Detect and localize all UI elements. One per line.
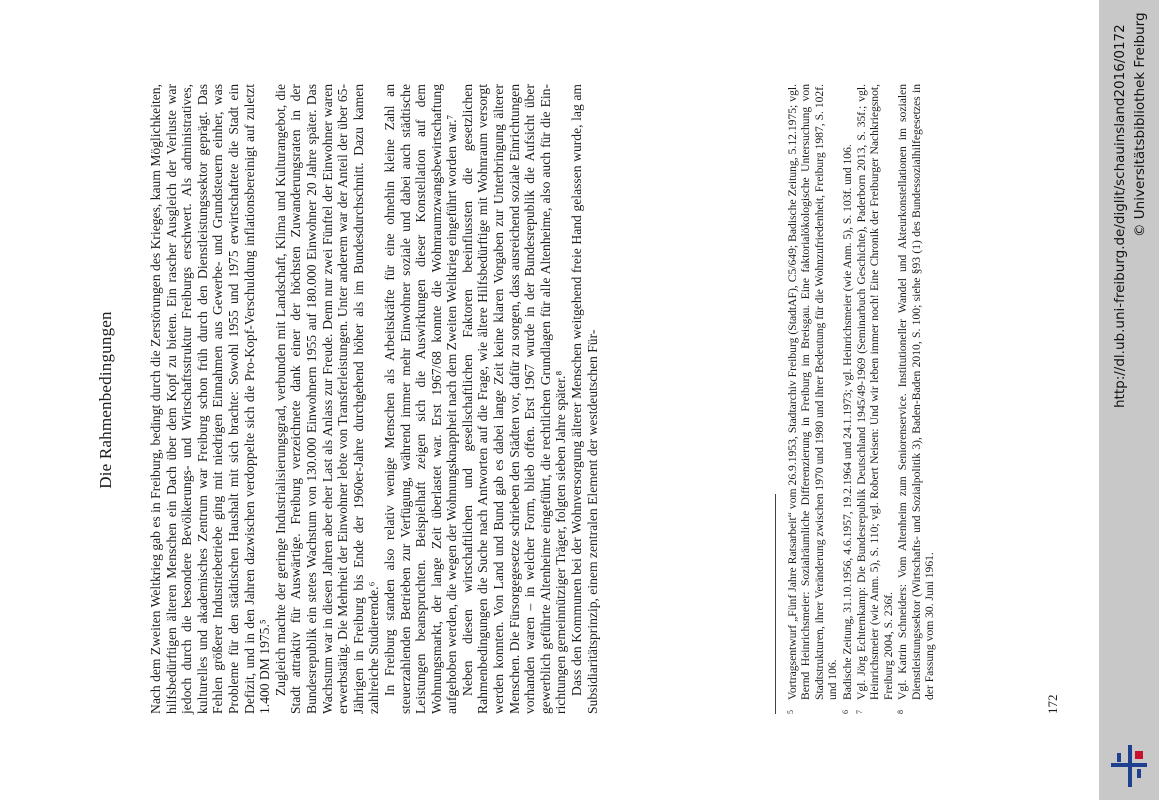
footnote-number: 6: [840, 710, 850, 714]
library-sidebar: [1099, 0, 1159, 800]
logo-left-stub: [1117, 753, 1121, 762]
copyright-notice: © Universitätsbibliothek Freiburg: [1132, 12, 1148, 237]
source-url-link[interactable]: http://dl.ub.uni-freiburg.de/diglit/schauinsland2016/0172: [1112, 24, 1128, 408]
logo-horizontal-bar: [1111, 763, 1147, 767]
footnote-text: Badische Zeitung, 31.10.1956, 4.6.1957, 19.2.1964 und 24.1.1973; vgl. Heinrichsmeier (wie Anm. 5), S. 103f. und 106.: [840, 144, 854, 700]
paragraph: Neben diesen wirtschaftlichen und gesellschaftlichen Faktoren beeinflussten die gesetzlichen Rahmenbedingungen die Suche nach Antworten auf die Frage, wie ältere Hilfsbedürftige mit Wohnraum versorgt werden konnten. Von Land und Bund gab es dabei lange Zeit keine klaren Vorgaben zur Unterbringung älterer Menschen. Die Fürsorgegesetze schrieben den Städten vor, dafür zu sorgen, dass ausreichend soziale Einrichtungen vorhanden waren – in welcher Form, blieb offen. Erst 1967 wurde in der Bundesrepublik die Aufsicht über gewerblich geführte Altenheime eingeführt, die rechtlichen Grundlagen für alle Altenheime, also auch für die Einrichtungen gemeinnütziger Träger, folgten sieben Jahre später.⁸: [459, 84, 569, 714]
paragraph: Nach dem Zweiten Weltkrieg gab es in Freiburg, bedingt durch die Zerstörungen des Krieges, kaum Möglichkeiten, hilfsbedürftigen älteren Menschen ein Dach über dem Kopf zu bieten. Ein rascher Ausgleich der Verluste war jedoch durch die besondere Bevölkerungs- und Wirtschaftsstruktur Freiburgs erschwert. Als administratives, kulturelles und akademisches Zentrum war Freiburg schon früh durch den Dienstleistungssektor geprägt. Das Fehlen größerer Industriebetriebe ging mit niedrigen Einnahmen aus Gewerbe- und Grundsteuern einher, was Probleme für den städtischen Haushalt mit sich brachte: Sowohl 1955 und 1975 erwirtschaftete die Stadt ein Defizit, und in den Jahren dazwischen verdoppelte sich die Pro-Kopf-Verschuldung inflationsbereinigt auf zuletzt 1.400 DM 1975.⁵: [148, 84, 273, 714]
ub-freiburg-logo-icon: [1111, 745, 1147, 787]
body-text: [148, 84, 600, 714]
footnotes: [786, 84, 937, 714]
footnote-text: Vgl. Jörg Echternkamp: Die Bundesrepublik Deutschland 1945/49-1969 (Seminarbuch Geschichte), Paderborn 2013, S. 35f.; vgl. Heinrichsmeier (wie Anm. 5), S. 110; vgl. Robert Neisen: Und wir leben immer noch! Eine Chronik der Freiburger Nachkriegsnot, Freiburg 2004, S. 236f.: [855, 84, 895, 700]
page-number: 172: [1045, 694, 1060, 714]
footnote: [896, 84, 936, 714]
footnote: [841, 84, 854, 714]
logo-right-stub: [1137, 769, 1141, 778]
logo-red-square: [1135, 751, 1143, 759]
paragraph: In Freiburg standen also relativ wenige Menschen als Arbeitskräfte für eine ohnehin kleine Zahl an steuerzahlenden Betrieben zur Verfügung, während immer mehr Einwohner soziale und dabei auch städtische Leistungen beanspruchten. Beispielhaft zeigen sich die Auswirkungen dieser Konstellation auf dem Wohnungsmarkt, der lange Zeit überlastet war. Erst 1967/68 konnte die Wohnraumzwangsbewirtschaftung aufgehoben werden, die wegen der Wohnungsknappheit nach dem Zweiten Weltkrieg eingeführt worden war.⁷: [381, 84, 460, 714]
footnote-number: 5: [786, 710, 795, 714]
running-head: Die Rahmenbedingungen: [96, 311, 115, 489]
paragraph: Zugleich machte der geringe Industrialisierungsgrad, verbunden mit Landschaft, Klima und Kulturangebot, die Stadt attraktiv für Auswärtige. Freiburg verzeichnete dank einer der höchsten Zuwanderungsraten in der Bundesrepublik ein stetes Wachstum von 130.000 Einwohnern 1955 auf 180.000 Einwohner 20 Jahre später. Das Wachstum war in diesen Jahren aber eher Last als Anlass zur Freude. Denn nur zwei Fünftel der Einwohner waren erwerbstätig. Die Mehrheit der Einwohner lebte von Transferleistungen. Unter anderem war der Anteil der über 65-Jährigen in Freiburg bis Ende der 1960er-Jahre durchgehend höher als im Bundesdurchschnitt. Dazu kamen zahlreiche Studierende.⁶: [272, 84, 382, 714]
footnote-divider: [775, 494, 776, 714]
footnote-number: 7: [855, 710, 865, 714]
footnote-text: Vortragsentwurf „Fünf Jahre Ratsarbeit“ vom 26.9.1953, Stadtarchiv Freiburg (StadtAF), C5/649; Badische Zeitung, 5.12.1975; vgl. Bernd Heinrichsmeier: Sozialräumliche Differenzierung in Freiburg im Breisgau. Eine faktorialökologische Untersuchung von Stadtstrukturen, ihrer Veränderung zwischen 1970 und 1980 und ihrer Bedeutung für die Wohnzufriedenheit, Freiburg 1987, S. 102f. und 106.: [786, 84, 840, 700]
footnote-number: 8: [896, 710, 906, 714]
footnote: [786, 84, 840, 714]
footnote: [855, 84, 895, 714]
paragraph: Dass den Kommunen bei der Wohnversorgung älterer Menschen weitgehend freie Hand gelassen wurde, lag am Subsidiaritätsprinzip, einem zentralen Element der westdeutschen Für-: [569, 84, 600, 714]
footnote-text: Vgl. Katrin Schneiders: Vom Altenheim zum Seniorenservice. Institutioneller Wandel und Akteurkonstellationen im sozialen Dienstleistungssektor (Wirtschafts- und Sozialpolitik 3), Baden-Baden 2010, S. 100; siehe §93 (1) des Bundessozialhilfegesetzes in der Fassung vom 30. Juni 1961.: [896, 84, 937, 700]
